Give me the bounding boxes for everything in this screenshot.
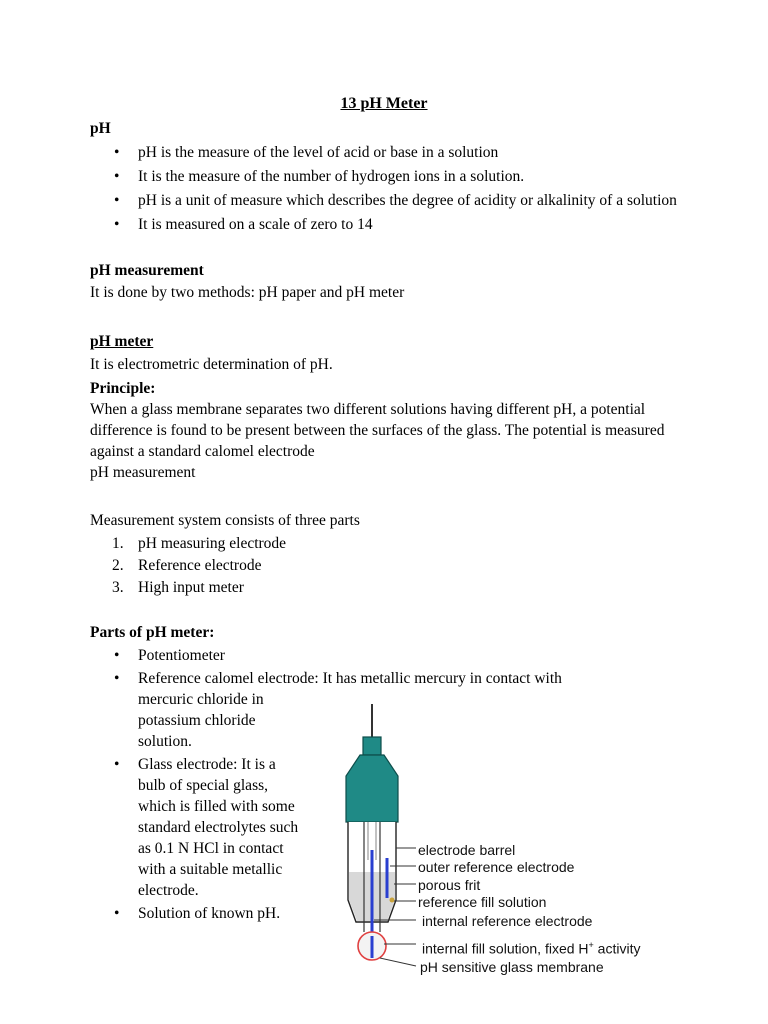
porous-frit [390, 898, 395, 903]
label-outer-reference-electrode: outer reference electrode [418, 859, 575, 875]
list-line: potassium chloride [138, 712, 256, 729]
list-item [90, 577, 490, 599]
label-text: internal fill solution, fixed H [422, 940, 589, 957]
label-porous-frit: porous frit [418, 877, 481, 893]
label-internal-reference-electrode: internal reference electrode [422, 913, 593, 929]
label-reference-fill-solution: reference fill solution [418, 894, 547, 910]
list-item: • Potentiometer [90, 645, 690, 666]
page-title: 13 pH Meter [340, 95, 428, 112]
meter-heading: pH meter [90, 333, 154, 350]
list-number: 1. [112, 535, 124, 552]
system-numbered-list [90, 533, 490, 599]
list-item: • Solution of known pH. [90, 903, 690, 924]
label-superscript: + [588, 940, 594, 950]
principle-sub: pH measurement [90, 464, 196, 481]
list-line: • Reference calomel electrode: It has metallic mercury in contact with [138, 670, 562, 687]
list-number: 3. [112, 579, 124, 596]
list-item [90, 533, 490, 555]
list-line: which is filled with some [138, 798, 295, 815]
list-line: as 0.1 N HCl in contact [138, 840, 284, 857]
list-item: • pH is the measure of the level of acid or base in a solution [90, 142, 690, 163]
list-line: • Glass electrode: It is a [138, 756, 276, 773]
ph-heading: pH [90, 120, 111, 137]
electrode-cap-body [346, 755, 398, 822]
list-line: solution. [138, 733, 192, 750]
list-number: 2. [112, 557, 124, 574]
list-item: • It is the measure of the number of hydrogen ions in a solution. [90, 166, 690, 187]
principle-heading: Principle: [90, 380, 156, 397]
list-line: mercuric chloride in [138, 691, 264, 708]
list-line: bulb of special glass, [138, 777, 269, 794]
list-item: • It is measured on a scale of zero to 14 [90, 214, 690, 235]
label-text: activity [593, 940, 641, 957]
system-intro: Measurement system consists of three parts [90, 512, 360, 529]
list-item: • pH is a unit of measure which describes the degree of acidity or alkalinity of a solution [90, 190, 690, 211]
label-internal-fill-solution [422, 937, 640, 957]
ph-electrode-diagram [340, 700, 420, 970]
list-text: Reference electrode [138, 557, 262, 574]
list-line: standard electrolytes such [138, 819, 299, 836]
list-line: with a suitable metallic [138, 861, 283, 878]
label-electrode-barrel: electrode barrel [418, 842, 516, 858]
list-text: High input meter [138, 579, 244, 596]
list-item [90, 555, 490, 577]
leader-line [380, 958, 416, 966]
parts-heading: Parts of pH meter: [90, 624, 215, 641]
label-glass-membrane: pH sensitive glass membrane [420, 959, 604, 975]
principle-text: When a glass membrane separates two different solutions having different pH, a potential difference is found to be present between the surfaces of the glass. The potential is measured against a standard calomel electrode [90, 401, 665, 460]
ph-bullet-list [90, 142, 690, 235]
list-line: electrode. [138, 882, 199, 899]
measurement-heading: pH measurement [90, 262, 204, 279]
measurement-text: It is done by two methods: pH paper and pH meter [90, 284, 405, 301]
electrode-cap-top [363, 737, 381, 755]
list-text: pH measuring electrode [138, 535, 287, 552]
meter-text: It is electrometric determination of pH. [90, 356, 333, 373]
